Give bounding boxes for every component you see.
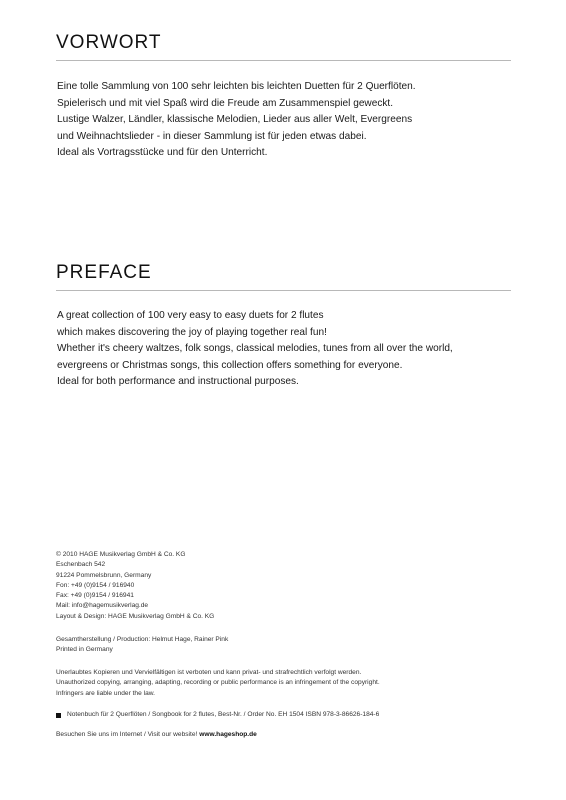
imprint-website — [56, 730, 526, 740]
vorwort-divider — [56, 60, 511, 61]
imprint-catalog — [56, 710, 526, 720]
imprint-line: Unauthorized copying, arranging, adapting, recording or public performance is an infringement of the copyright. — [56, 679, 380, 687]
imprint-production — [56, 635, 526, 656]
vorwort-title: VORWORT — [56, 32, 162, 53]
preface-line: Whether it's cheery waltzes, folk songs, classical melodies, tunes from all over the world, — [57, 343, 453, 354]
website-prefix: Besuchen Sie uns im Internet / Visit our website! — [56, 731, 200, 738]
imprint-line: Gesamtherstellung / Production: Helmut Hage, Rainer Pink — [56, 636, 229, 643]
preface-line: A great collection of 100 very easy to easy duets for 2 flutes — [57, 310, 324, 321]
website-link[interactable]: www.hageshop.de — [199, 731, 257, 738]
imprint-line: 91224 Pommelsbrunn, Germany — [56, 571, 152, 579]
preface-text — [57, 308, 517, 391]
imprint-line: Unerlaubtes Kopieren und Vervielfältigen ist verboten und kann privat- und strafrechtlich verfolgt werden. — [56, 669, 362, 676]
imprint-line: Mail: info@hagemusikverlag.de — [56, 602, 149, 610]
imprint-line: Fon: +49 (0)9154 / 916940 — [56, 581, 135, 589]
vorwort-line: und Weihnachtslieder - in dieser Sammlung ist für jeden etwas dabei. — [57, 130, 367, 142]
vorwort-line: Ideal als Vortragsstücke und für den Unterricht. — [57, 147, 268, 158]
preface-line: which makes discovering the joy of playing together real fun! — [57, 326, 327, 338]
imprint-line: Layout & Design: HAGE Musikverlag GmbH & Co. KG — [56, 612, 215, 620]
preface-title: PREFACE — [56, 262, 152, 283]
catalog-text: Notenbuch für 2 Querflöten / Songbook for 2 flutes, Best-Nr. / Order No. EH 1504 ISBN 978-3-86626-184-6 — [67, 711, 380, 718]
vorwort-line: Lustige Walzer, Ländler, klassische Melodien, Lieder aus aller Welt, Evergreens — [57, 114, 413, 125]
imprint-line: Fax: +49 (0)9154 / 916941 — [56, 592, 134, 600]
vorwort-line: Spielerisch und mit viel Spaß wird die Freude am Zusammenspiel geweckt. — [57, 97, 394, 109]
imprint-line: Printed in Germany — [56, 646, 113, 654]
preface-divider — [56, 290, 511, 291]
vorwort-line: Eine tolle Sammlung von 100 sehr leichten bis leichten Duetten für 2 Querflöten. — [57, 81, 416, 92]
preface-line: evergreens or Christmas songs, this collection offers something for everyone. — [57, 359, 403, 371]
imprint-line: Eschenbach 542 — [56, 561, 106, 569]
vorwort-text — [57, 79, 517, 162]
imprint-publisher — [56, 550, 526, 622]
imprint-line: © 2010 HAGE Musikverlag GmbH & Co. KG — [56, 551, 186, 558]
imprint-copyright — [56, 668, 526, 699]
square-bullet-icon — [56, 713, 61, 718]
imprint-line: Infringers are liable under the law. — [56, 689, 155, 697]
preface-line: Ideal for both performance and instructional purposes. — [57, 376, 299, 387]
